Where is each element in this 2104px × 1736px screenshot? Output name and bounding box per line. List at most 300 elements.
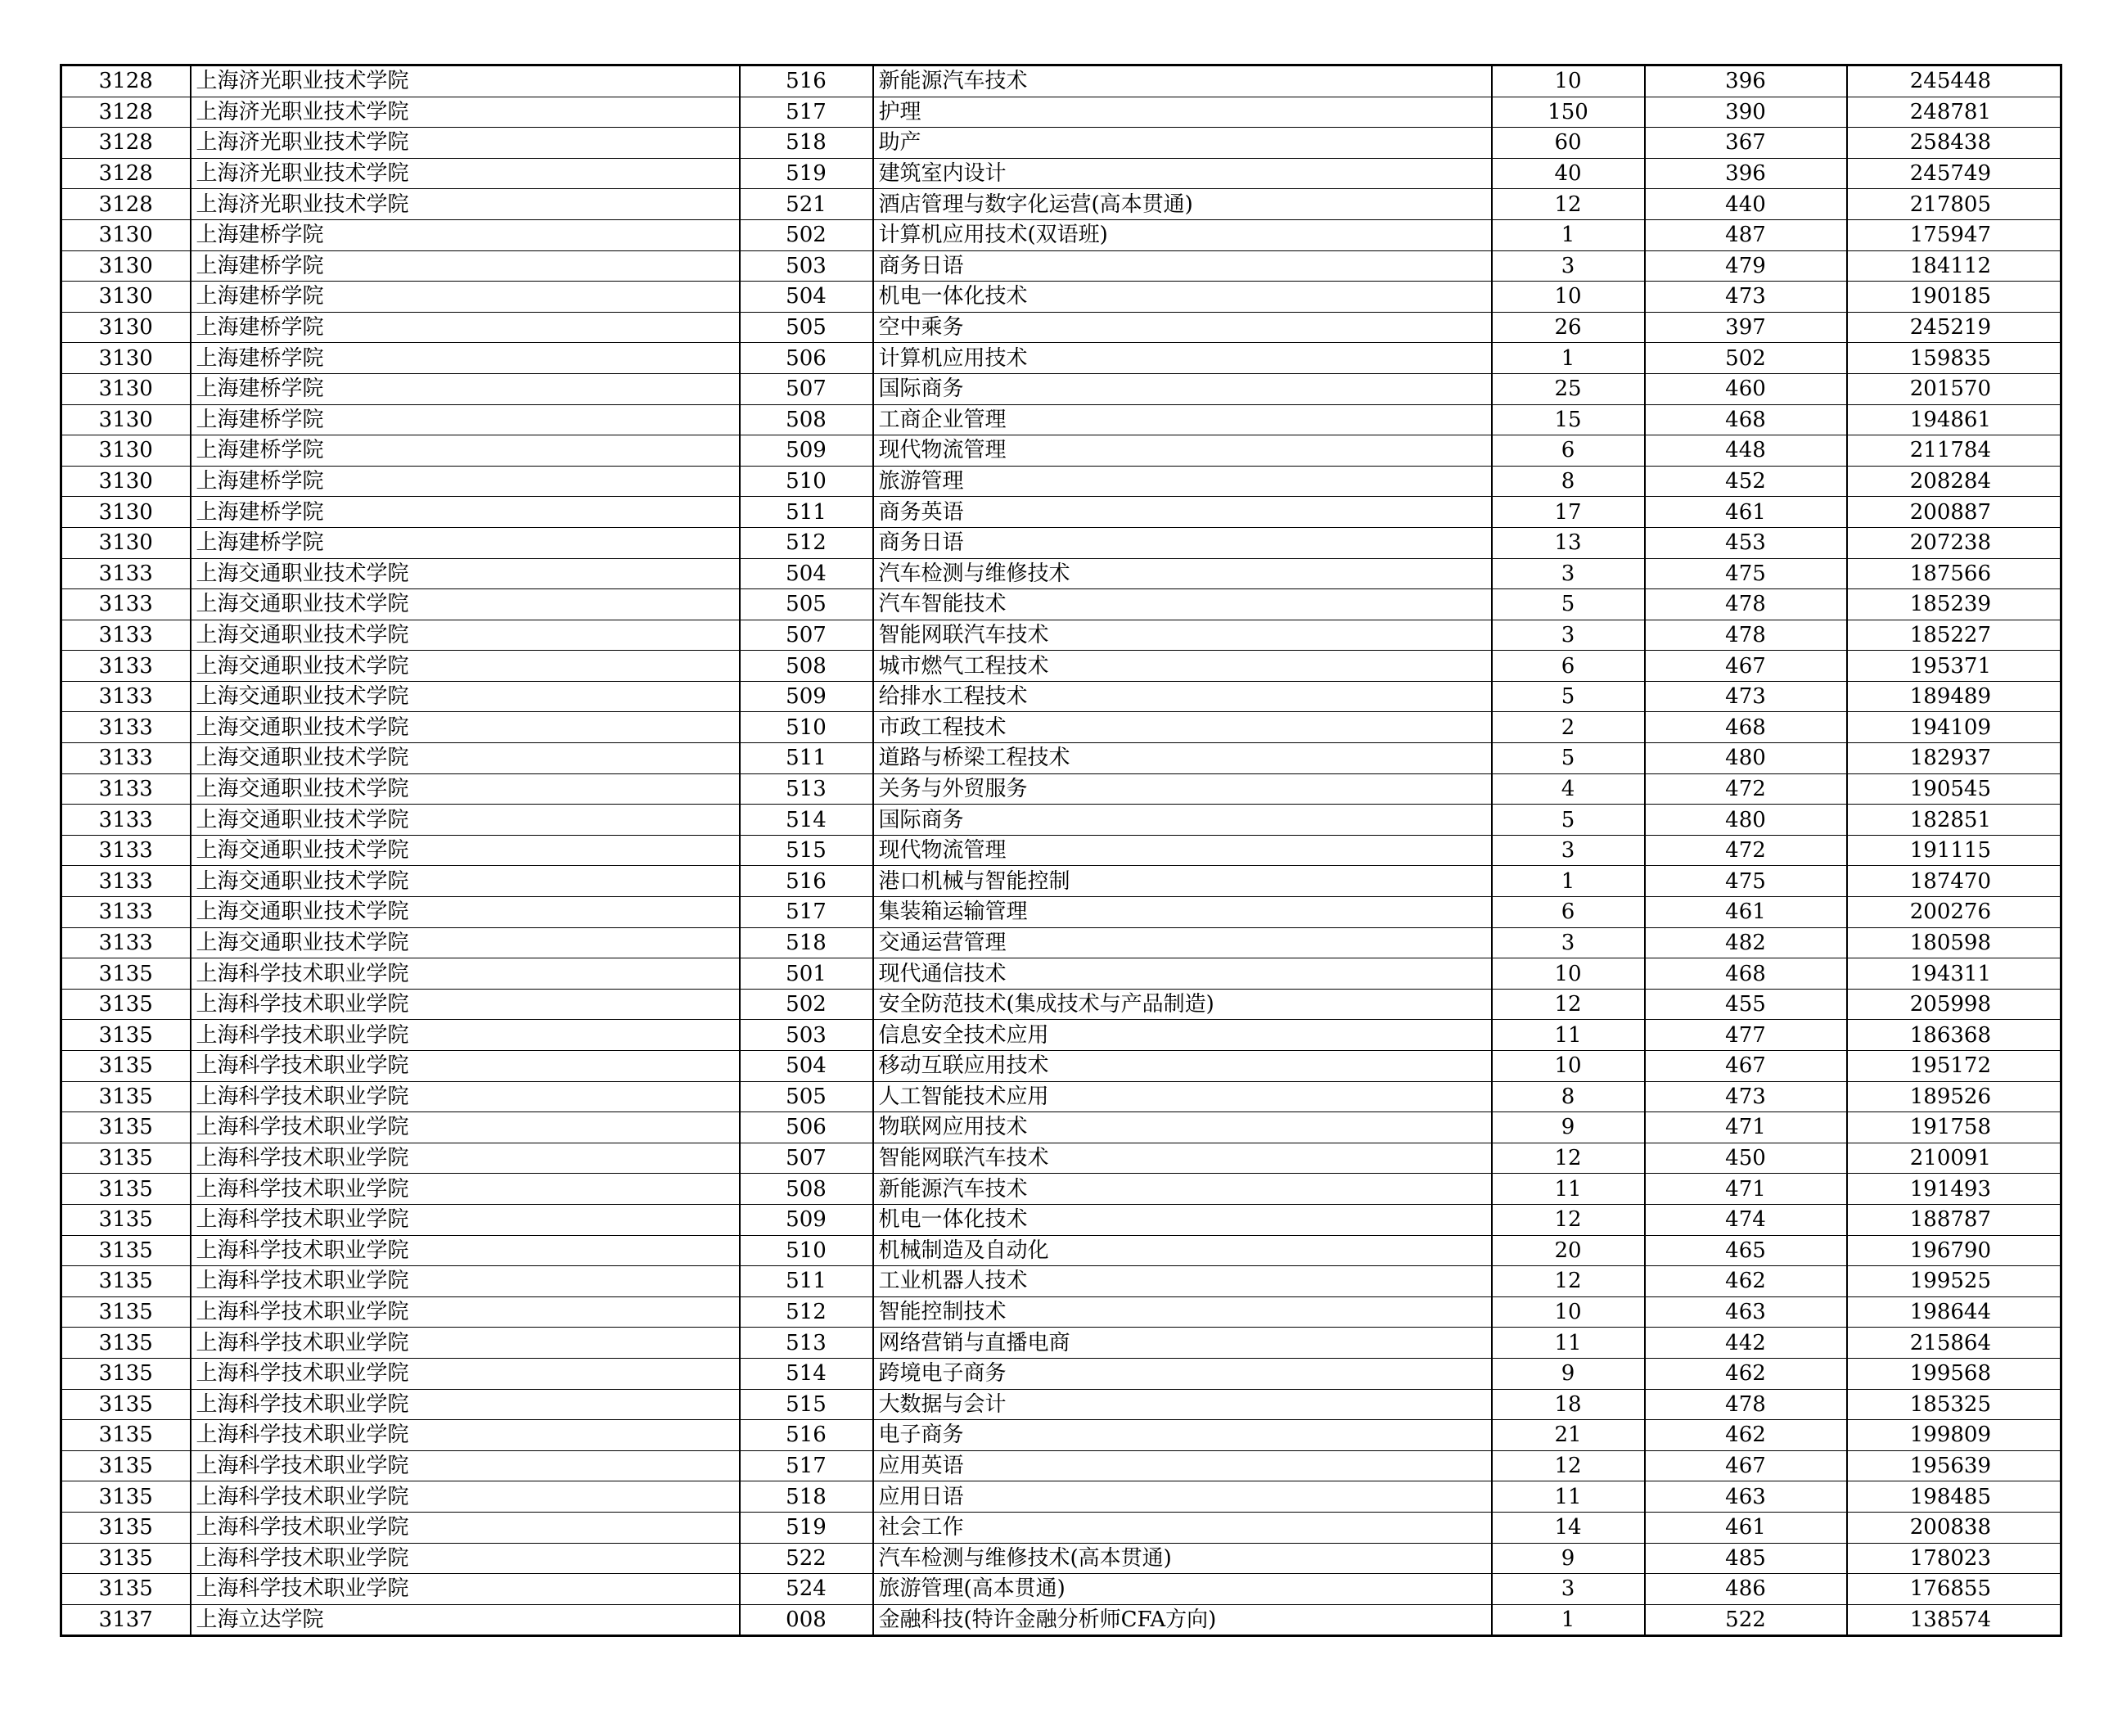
school-name-cell: 上海交通职业技术学院	[191, 651, 740, 682]
table-row	[61, 681, 2061, 712]
table-row	[61, 1143, 2061, 1174]
school-code-cell: 3133	[61, 866, 191, 897]
plan-count-cell: 10	[1492, 958, 1645, 990]
major-name-cell: 计算机应用技术(双语班)	[873, 219, 1492, 250]
major-code-cell: 509	[740, 1204, 873, 1235]
plan-count-cell: 2	[1492, 712, 1645, 743]
table-row	[61, 343, 2061, 374]
major-code-cell: 518	[740, 1481, 873, 1513]
table-row	[61, 189, 2061, 220]
rank-cell: 182851	[1847, 805, 2061, 836]
rank-cell: 189526	[1847, 1081, 2061, 1112]
school-code-cell: 3133	[61, 558, 191, 589]
major-name-cell: 网络营销与直播电商	[873, 1328, 1492, 1359]
rank-cell: 187566	[1847, 558, 2061, 589]
plan-count-cell: 12	[1492, 1266, 1645, 1297]
plan-count-cell: 3	[1492, 927, 1645, 958]
major-code-cell: 506	[740, 1112, 873, 1143]
major-code-cell: 504	[740, 558, 873, 589]
major-name-cell: 集装箱运输管理	[873, 897, 1492, 928]
major-name-cell: 道路与桥梁工程技术	[873, 743, 1492, 774]
school-code-cell: 3135	[61, 1512, 191, 1543]
plan-count-cell: 150	[1492, 97, 1645, 128]
plan-count-cell: 20	[1492, 1235, 1645, 1266]
major-name-cell: 商务日语	[873, 250, 1492, 282]
min-score-cell: 480	[1645, 805, 1847, 836]
major-code-cell: 517	[740, 97, 873, 128]
rank-cell: 186368	[1847, 1020, 2061, 1051]
min-score-cell: 482	[1645, 927, 1847, 958]
min-score-cell: 396	[1645, 158, 1847, 189]
major-name-cell: 物联网应用技术	[873, 1112, 1492, 1143]
rank-cell: 207238	[1847, 527, 2061, 558]
min-score-cell: 390	[1645, 97, 1847, 128]
rank-cell: 190545	[1847, 773, 2061, 805]
rank-cell: 217805	[1847, 189, 2061, 220]
plan-count-cell: 11	[1492, 1174, 1645, 1205]
major-name-cell: 工业机器人技术	[873, 1266, 1492, 1297]
min-score-cell: 468	[1645, 712, 1847, 743]
min-score-cell: 462	[1645, 1358, 1847, 1389]
min-score-cell: 475	[1645, 558, 1847, 589]
school-name-cell: 上海交通职业技术学院	[191, 927, 740, 958]
major-code-cell: 519	[740, 1512, 873, 1543]
plan-count-cell: 9	[1492, 1358, 1645, 1389]
major-name-cell: 安全防范技术(集成技术与产品制造)	[873, 989, 1492, 1020]
school-code-cell: 3133	[61, 773, 191, 805]
major-code-cell: 510	[740, 1235, 873, 1266]
school-code-cell: 3135	[61, 1420, 191, 1451]
rank-cell: 258438	[1847, 128, 2061, 159]
school-code-cell: 3133	[61, 620, 191, 651]
rank-cell: 185325	[1847, 1389, 2061, 1420]
school-code-cell: 3130	[61, 250, 191, 282]
school-code-cell: 3133	[61, 589, 191, 620]
plan-count-cell: 11	[1492, 1020, 1645, 1051]
major-code-cell: 503	[740, 250, 873, 282]
plan-count-cell: 13	[1492, 527, 1645, 558]
min-score-cell: 462	[1645, 1420, 1847, 1451]
major-name-cell: 新能源汽车技术	[873, 1174, 1492, 1205]
min-score-cell: 474	[1645, 1204, 1847, 1235]
table-row	[61, 1512, 2061, 1543]
major-code-cell: 507	[740, 1143, 873, 1174]
min-score-cell: 396	[1645, 65, 1847, 97]
table-row	[61, 373, 2061, 404]
major-code-cell: 521	[740, 189, 873, 220]
major-code-cell: 513	[740, 773, 873, 805]
school-code-cell: 3135	[61, 1574, 191, 1605]
school-name-cell: 上海科学技术职业学院	[191, 1481, 740, 1513]
rank-cell: 205998	[1847, 989, 2061, 1020]
rank-cell: 184112	[1847, 250, 2061, 282]
major-name-cell: 电子商务	[873, 1420, 1492, 1451]
major-name-cell: 应用日语	[873, 1481, 1492, 1513]
table-row	[61, 805, 2061, 836]
school-code-cell: 3135	[61, 1051, 191, 1082]
table-row	[61, 219, 2061, 250]
table-row	[61, 128, 2061, 159]
rank-cell: 194311	[1847, 958, 2061, 990]
school-name-cell: 上海建桥学院	[191, 527, 740, 558]
table-row	[61, 651, 2061, 682]
plan-count-cell: 4	[1492, 773, 1645, 805]
rank-cell: 185239	[1847, 589, 2061, 620]
plan-count-cell: 18	[1492, 1389, 1645, 1420]
min-score-cell: 440	[1645, 189, 1847, 220]
rank-cell: 210091	[1847, 1143, 2061, 1174]
min-score-cell: 471	[1645, 1112, 1847, 1143]
school-code-cell: 3135	[61, 1328, 191, 1359]
major-name-cell: 人工智能技术应用	[873, 1081, 1492, 1112]
school-name-cell: 上海济光职业技术学院	[191, 65, 740, 97]
major-code-cell: 509	[740, 435, 873, 467]
table-row	[61, 97, 2061, 128]
min-score-cell: 478	[1645, 1389, 1847, 1420]
school-code-cell: 3135	[61, 1235, 191, 1266]
plan-count-cell: 5	[1492, 805, 1645, 836]
school-name-cell: 上海济光职业技术学院	[191, 158, 740, 189]
rank-cell: 176855	[1847, 1574, 2061, 1605]
table-row	[61, 1328, 2061, 1359]
rank-cell: 191493	[1847, 1174, 2061, 1205]
school-code-cell: 3135	[61, 1481, 191, 1513]
table-row	[61, 1204, 2061, 1235]
rank-cell: 195639	[1847, 1450, 2061, 1481]
school-code-cell: 3135	[61, 1450, 191, 1481]
min-score-cell: 460	[1645, 373, 1847, 404]
min-score-cell: 452	[1645, 466, 1847, 497]
table-row	[61, 773, 2061, 805]
table-row	[61, 527, 2061, 558]
school-code-cell: 3130	[61, 343, 191, 374]
school-code-cell: 3130	[61, 219, 191, 250]
school-name-cell: 上海科学技术职业学院	[191, 1112, 740, 1143]
rank-cell: 188787	[1847, 1204, 2061, 1235]
school-name-cell: 上海科学技术职业学院	[191, 1389, 740, 1420]
major-name-cell: 金融科技(特许金融分析师CFA方向)	[873, 1604, 1492, 1636]
major-name-cell: 社会工作	[873, 1512, 1492, 1543]
school-name-cell: 上海建桥学院	[191, 404, 740, 435]
major-name-cell: 汽车智能技术	[873, 589, 1492, 620]
school-name-cell: 上海建桥学院	[191, 282, 740, 313]
plan-count-cell: 10	[1492, 1296, 1645, 1328]
school-name-cell: 上海交通职业技术学院	[191, 805, 740, 836]
major-code-cell: 522	[740, 1543, 873, 1574]
school-code-cell: 3128	[61, 158, 191, 189]
school-code-cell: 3130	[61, 404, 191, 435]
school-code-cell: 3135	[61, 958, 191, 990]
plan-count-cell: 1	[1492, 866, 1645, 897]
rank-cell: 199809	[1847, 1420, 2061, 1451]
min-score-cell: 473	[1645, 681, 1847, 712]
plan-count-cell: 3	[1492, 835, 1645, 866]
min-score-cell: 453	[1645, 527, 1847, 558]
major-name-cell: 机械制造及自动化	[873, 1235, 1492, 1266]
rank-cell: 198485	[1847, 1481, 2061, 1513]
plan-count-cell: 1	[1492, 343, 1645, 374]
plan-count-cell: 1	[1492, 219, 1645, 250]
table-row	[61, 1481, 2061, 1513]
major-code-cell: 508	[740, 651, 873, 682]
major-code-cell: 518	[740, 927, 873, 958]
major-name-cell: 关务与外贸服务	[873, 773, 1492, 805]
major-name-cell: 空中乘务	[873, 312, 1492, 343]
major-code-cell: 505	[740, 1081, 873, 1112]
table-row	[61, 1081, 2061, 1112]
school-name-cell: 上海科学技术职业学院	[191, 1235, 740, 1266]
min-score-cell: 468	[1645, 958, 1847, 990]
major-code-cell: 512	[740, 527, 873, 558]
school-code-cell: 3128	[61, 189, 191, 220]
table-row	[61, 1358, 2061, 1389]
school-code-cell: 3133	[61, 805, 191, 836]
major-name-cell: 计算机应用技术	[873, 343, 1492, 374]
major-code-cell: 510	[740, 466, 873, 497]
school-code-cell: 3133	[61, 712, 191, 743]
major-code-cell: 501	[740, 958, 873, 990]
major-code-cell: 511	[740, 1266, 873, 1297]
school-name-cell: 上海建桥学院	[191, 219, 740, 250]
plan-count-cell: 6	[1492, 651, 1645, 682]
school-name-cell: 上海交通职业技术学院	[191, 712, 740, 743]
school-code-cell: 3128	[61, 65, 191, 97]
plan-count-cell: 10	[1492, 282, 1645, 313]
table-row	[61, 497, 2061, 528]
major-code-cell: 518	[740, 128, 873, 159]
plan-count-cell: 12	[1492, 1204, 1645, 1235]
school-code-cell: 3130	[61, 312, 191, 343]
school-code-cell: 3130	[61, 282, 191, 313]
school-name-cell: 上海交通职业技术学院	[191, 866, 740, 897]
major-code-cell: 505	[740, 589, 873, 620]
major-code-cell: 502	[740, 989, 873, 1020]
major-name-cell: 给排水工程技术	[873, 681, 1492, 712]
school-name-cell: 上海科学技术职业学院	[191, 1174, 740, 1205]
major-name-cell: 大数据与会计	[873, 1389, 1492, 1420]
major-code-cell: 510	[740, 712, 873, 743]
table-row	[61, 1296, 2061, 1328]
min-score-cell: 455	[1645, 989, 1847, 1020]
school-name-cell: 上海建桥学院	[191, 373, 740, 404]
plan-count-cell: 8	[1492, 466, 1645, 497]
plan-count-cell: 15	[1492, 404, 1645, 435]
major-name-cell: 智能网联汽车技术	[873, 620, 1492, 651]
school-name-cell: 上海交通职业技术学院	[191, 589, 740, 620]
major-code-cell: 514	[740, 805, 873, 836]
table-row	[61, 866, 2061, 897]
min-score-cell: 486	[1645, 1574, 1847, 1605]
rank-cell: 195172	[1847, 1051, 2061, 1082]
table-row	[61, 282, 2061, 313]
school-name-cell: 上海济光职业技术学院	[191, 189, 740, 220]
school-code-cell: 3128	[61, 97, 191, 128]
school-code-cell: 3135	[61, 1266, 191, 1297]
school-code-cell: 3135	[61, 1174, 191, 1205]
min-score-cell: 468	[1645, 404, 1847, 435]
major-name-cell: 智能控制技术	[873, 1296, 1492, 1328]
school-code-cell: 3128	[61, 128, 191, 159]
table-row	[61, 743, 2061, 774]
school-name-cell: 上海建桥学院	[191, 435, 740, 467]
rank-cell: 194109	[1847, 712, 2061, 743]
min-score-cell: 465	[1645, 1235, 1847, 1266]
rank-cell: 199568	[1847, 1358, 2061, 1389]
plan-count-cell: 21	[1492, 1420, 1645, 1451]
min-score-cell: 480	[1645, 743, 1847, 774]
min-score-cell: 478	[1645, 589, 1847, 620]
rank-cell: 245219	[1847, 312, 2061, 343]
major-name-cell: 智能网联汽车技术	[873, 1143, 1492, 1174]
rank-cell: 248781	[1847, 97, 2061, 128]
school-name-cell: 上海科学技术职业学院	[191, 1296, 740, 1328]
school-code-cell: 3135	[61, 1204, 191, 1235]
min-score-cell: 485	[1645, 1543, 1847, 1574]
min-score-cell: 473	[1645, 282, 1847, 313]
table-body	[61, 65, 2061, 1636]
major-name-cell: 机电一体化技术	[873, 282, 1492, 313]
school-code-cell: 3135	[61, 1389, 191, 1420]
major-name-cell: 汽车检测与维修技术	[873, 558, 1492, 589]
min-score-cell: 473	[1645, 1081, 1847, 1112]
plan-count-cell: 5	[1492, 743, 1645, 774]
plan-count-cell: 1	[1492, 1604, 1645, 1636]
plan-count-cell: 5	[1492, 589, 1645, 620]
school-name-cell: 上海科学技术职业学院	[191, 958, 740, 990]
major-code-cell: 519	[740, 158, 873, 189]
school-name-cell: 上海建桥学院	[191, 343, 740, 374]
school-name-cell: 上海科学技术职业学院	[191, 1328, 740, 1359]
school-code-cell: 3133	[61, 743, 191, 774]
plan-count-cell: 6	[1492, 435, 1645, 467]
major-code-cell: 503	[740, 1020, 873, 1051]
major-code-cell: 524	[740, 1574, 873, 1605]
major-code-cell: 517	[740, 897, 873, 928]
school-name-cell: 上海交通职业技术学院	[191, 773, 740, 805]
school-name-cell: 上海科学技术职业学院	[191, 1051, 740, 1082]
school-code-cell: 3135	[61, 989, 191, 1020]
rank-cell: 198644	[1847, 1296, 2061, 1328]
school-code-cell: 3135	[61, 1112, 191, 1143]
major-name-cell: 汽车检测与维修技术(高本贯通)	[873, 1543, 1492, 1574]
rank-cell: 182937	[1847, 743, 2061, 774]
min-score-cell: 367	[1645, 128, 1847, 159]
table-row	[61, 1450, 2061, 1481]
plan-count-cell: 26	[1492, 312, 1645, 343]
school-name-cell: 上海济光职业技术学院	[191, 128, 740, 159]
table-row	[61, 1420, 2061, 1451]
school-name-cell: 上海建桥学院	[191, 312, 740, 343]
school-code-cell: 3135	[61, 1358, 191, 1389]
school-name-cell: 上海立达学院	[191, 1604, 740, 1636]
plan-count-cell: 9	[1492, 1543, 1645, 1574]
min-score-cell: 461	[1645, 1512, 1847, 1543]
min-score-cell: 463	[1645, 1296, 1847, 1328]
rank-cell: 195371	[1847, 651, 2061, 682]
major-code-cell: 508	[740, 1174, 873, 1205]
min-score-cell: 462	[1645, 1266, 1847, 1297]
major-name-cell: 港口机械与智能控制	[873, 866, 1492, 897]
school-name-cell: 上海科学技术职业学院	[191, 1543, 740, 1574]
table-row	[61, 589, 2061, 620]
admission-data-table	[60, 64, 2062, 1637]
school-name-cell: 上海交通职业技术学院	[191, 835, 740, 866]
plan-count-cell: 6	[1492, 897, 1645, 928]
plan-count-cell: 8	[1492, 1081, 1645, 1112]
major-code-cell: 516	[740, 866, 873, 897]
rank-cell: 200276	[1847, 897, 2061, 928]
table-row	[61, 404, 2061, 435]
table-row	[61, 1112, 2061, 1143]
plan-count-cell: 40	[1492, 158, 1645, 189]
school-name-cell: 上海济光职业技术学院	[191, 97, 740, 128]
major-name-cell: 现代物流管理	[873, 435, 1492, 467]
major-name-cell: 护理	[873, 97, 1492, 128]
major-name-cell: 国际商务	[873, 373, 1492, 404]
table-row	[61, 989, 2061, 1020]
major-name-cell: 酒店管理与数字化运营(高本贯通)	[873, 189, 1492, 220]
major-code-cell: 008	[740, 1604, 873, 1636]
school-code-cell: 3135	[61, 1296, 191, 1328]
major-name-cell: 现代物流管理	[873, 835, 1492, 866]
table-row	[61, 1174, 2061, 1205]
table-row	[61, 958, 2061, 990]
table-row	[61, 835, 2061, 866]
major-name-cell: 现代通信技术	[873, 958, 1492, 990]
rank-cell: 201570	[1847, 373, 2061, 404]
school-code-cell: 3133	[61, 897, 191, 928]
table-row	[61, 927, 2061, 958]
table-row	[61, 620, 2061, 651]
min-score-cell: 479	[1645, 250, 1847, 282]
rank-cell: 138574	[1847, 1604, 2061, 1636]
major-name-cell: 助产	[873, 128, 1492, 159]
plan-count-cell: 12	[1492, 1450, 1645, 1481]
plan-count-cell: 12	[1492, 1143, 1645, 1174]
table-row	[61, 1051, 2061, 1082]
school-name-cell: 上海交通职业技术学院	[191, 681, 740, 712]
table-row	[61, 466, 2061, 497]
major-name-cell: 旅游管理(高本贯通)	[873, 1574, 1492, 1605]
school-name-cell: 上海科学技术职业学院	[191, 1204, 740, 1235]
major-code-cell: 516	[740, 1420, 873, 1451]
school-code-cell: 3130	[61, 466, 191, 497]
school-code-cell: 3137	[61, 1604, 191, 1636]
school-name-cell: 上海科学技术职业学院	[191, 1266, 740, 1297]
plan-count-cell: 5	[1492, 681, 1645, 712]
major-code-cell: 512	[740, 1296, 873, 1328]
school-code-cell: 3133	[61, 835, 191, 866]
min-score-cell: 467	[1645, 651, 1847, 682]
min-score-cell: 502	[1645, 343, 1847, 374]
plan-count-cell: 14	[1492, 1512, 1645, 1543]
rank-cell: 175947	[1847, 219, 2061, 250]
school-code-cell: 3133	[61, 681, 191, 712]
major-name-cell: 城市燃气工程技术	[873, 651, 1492, 682]
rank-cell: 190185	[1847, 282, 2061, 313]
major-name-cell: 国际商务	[873, 805, 1492, 836]
rank-cell: 211784	[1847, 435, 2061, 467]
school-name-cell: 上海科学技术职业学院	[191, 1081, 740, 1112]
min-score-cell: 475	[1645, 866, 1847, 897]
major-code-cell: 511	[740, 497, 873, 528]
major-name-cell: 商务英语	[873, 497, 1492, 528]
rank-cell: 215864	[1847, 1328, 2061, 1359]
min-score-cell: 448	[1645, 435, 1847, 467]
plan-count-cell: 10	[1492, 1051, 1645, 1082]
major-name-cell: 新能源汽车技术	[873, 65, 1492, 97]
school-name-cell: 上海建桥学院	[191, 466, 740, 497]
